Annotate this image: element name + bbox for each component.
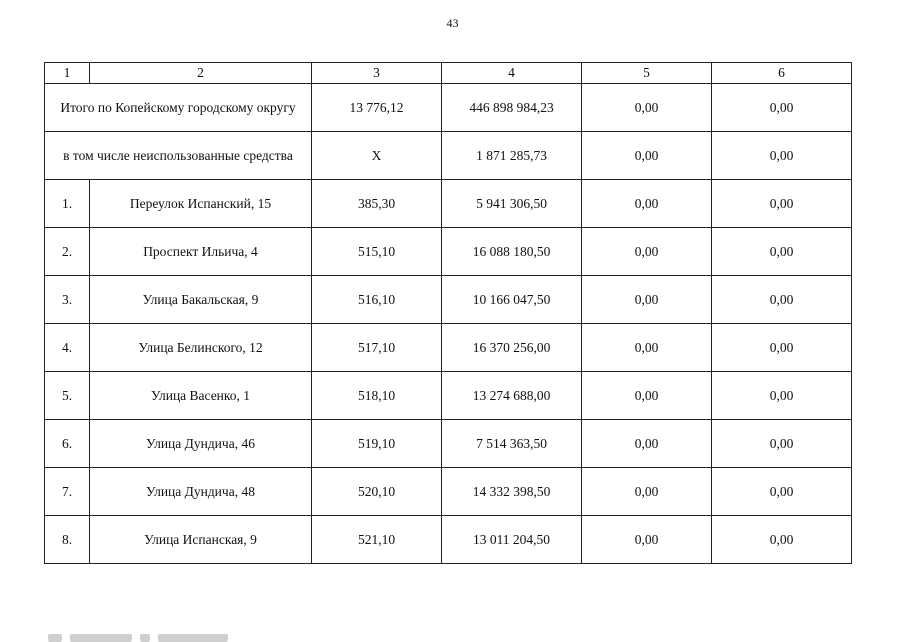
table-row [45, 228, 852, 276]
row-c6: 0,00 [712, 276, 852, 324]
column-number-3: 3 [312, 63, 442, 84]
unused-funds-c6: 0,00 [712, 132, 852, 180]
row-c4: 14 332 398,50 [442, 468, 582, 516]
column-number-5: 5 [582, 63, 712, 84]
row-address: Улица Испанская, 9 [90, 516, 312, 564]
row-c3: 520,10 [312, 468, 442, 516]
table-row [45, 516, 852, 564]
unused-funds-label: в том числе неиспользованные средства [45, 132, 312, 180]
total-c5: 0,00 [582, 84, 712, 132]
row-number: 5. [45, 372, 90, 420]
row-number: 8. [45, 516, 90, 564]
row-c5: 0,00 [582, 276, 712, 324]
row-number: 3. [45, 276, 90, 324]
row-c5: 0,00 [582, 420, 712, 468]
unused-funds-c5: 0,00 [582, 132, 712, 180]
row-number: 2. [45, 228, 90, 276]
row-c3: 517,10 [312, 324, 442, 372]
row-c4: 5 941 306,50 [442, 180, 582, 228]
row-address: Улица Белинского, 12 [90, 324, 312, 372]
row-c3: 516,10 [312, 276, 442, 324]
row-number: 4. [45, 324, 90, 372]
row-c5: 0,00 [582, 228, 712, 276]
column-number-row [45, 63, 852, 84]
total-c4: 446 898 984,23 [442, 84, 582, 132]
row-number: 1. [45, 180, 90, 228]
total-row [45, 84, 852, 132]
total-c3: 13 776,12 [312, 84, 442, 132]
table-row [45, 372, 852, 420]
row-c3: 515,10 [312, 228, 442, 276]
row-c4: 10 166 047,50 [442, 276, 582, 324]
row-c3: 521,10 [312, 516, 442, 564]
unused-funds-c4: 1 871 285,73 [442, 132, 582, 180]
row-c4: 13 011 204,50 [442, 516, 582, 564]
row-c6: 0,00 [712, 468, 852, 516]
row-c3: 518,10 [312, 372, 442, 420]
row-address: Переулок Испанский, 15 [90, 180, 312, 228]
row-address: Проспект Ильича, 4 [90, 228, 312, 276]
row-c3: 519,10 [312, 420, 442, 468]
row-address: Улица Дундича, 46 [90, 420, 312, 468]
row-c6: 0,00 [712, 516, 852, 564]
row-c6: 0,00 [712, 180, 852, 228]
row-c5: 0,00 [582, 372, 712, 420]
row-c5: 0,00 [582, 324, 712, 372]
row-c4: 7 514 363,50 [442, 420, 582, 468]
unused-funds-c3: Х [312, 132, 442, 180]
table-row [45, 180, 852, 228]
row-number: 7. [45, 468, 90, 516]
column-number-4: 4 [442, 63, 582, 84]
row-c6: 0,00 [712, 420, 852, 468]
row-c4: 16 370 256,00 [442, 324, 582, 372]
table-row [45, 276, 852, 324]
row-address: Улица Дундича, 48 [90, 468, 312, 516]
row-number: 6. [45, 420, 90, 468]
column-number-2: 2 [90, 63, 312, 84]
total-c6: 0,00 [712, 84, 852, 132]
row-c6: 0,00 [712, 372, 852, 420]
row-c4: 16 088 180,50 [442, 228, 582, 276]
unused-funds-row [45, 132, 852, 180]
row-c6: 0,00 [712, 324, 852, 372]
register-table [44, 62, 852, 564]
row-address: Улица Бакальская, 9 [90, 276, 312, 324]
total-label: Итого по Копейскому городскому округу [45, 84, 312, 132]
table-row [45, 324, 852, 372]
column-number-6: 6 [712, 63, 852, 84]
column-number-1: 1 [45, 63, 90, 84]
register-table-body [45, 63, 852, 564]
page-number: 43 [446, 16, 459, 30]
row-c5: 0,00 [582, 516, 712, 564]
row-c6: 0,00 [712, 228, 852, 276]
table-row [45, 468, 852, 516]
row-address: Улица Васенко, 1 [90, 372, 312, 420]
row-c3: 385,30 [312, 180, 442, 228]
table-row [45, 420, 852, 468]
row-c5: 0,00 [582, 468, 712, 516]
row-c4: 13 274 688,00 [442, 372, 582, 420]
row-c5: 0,00 [582, 180, 712, 228]
